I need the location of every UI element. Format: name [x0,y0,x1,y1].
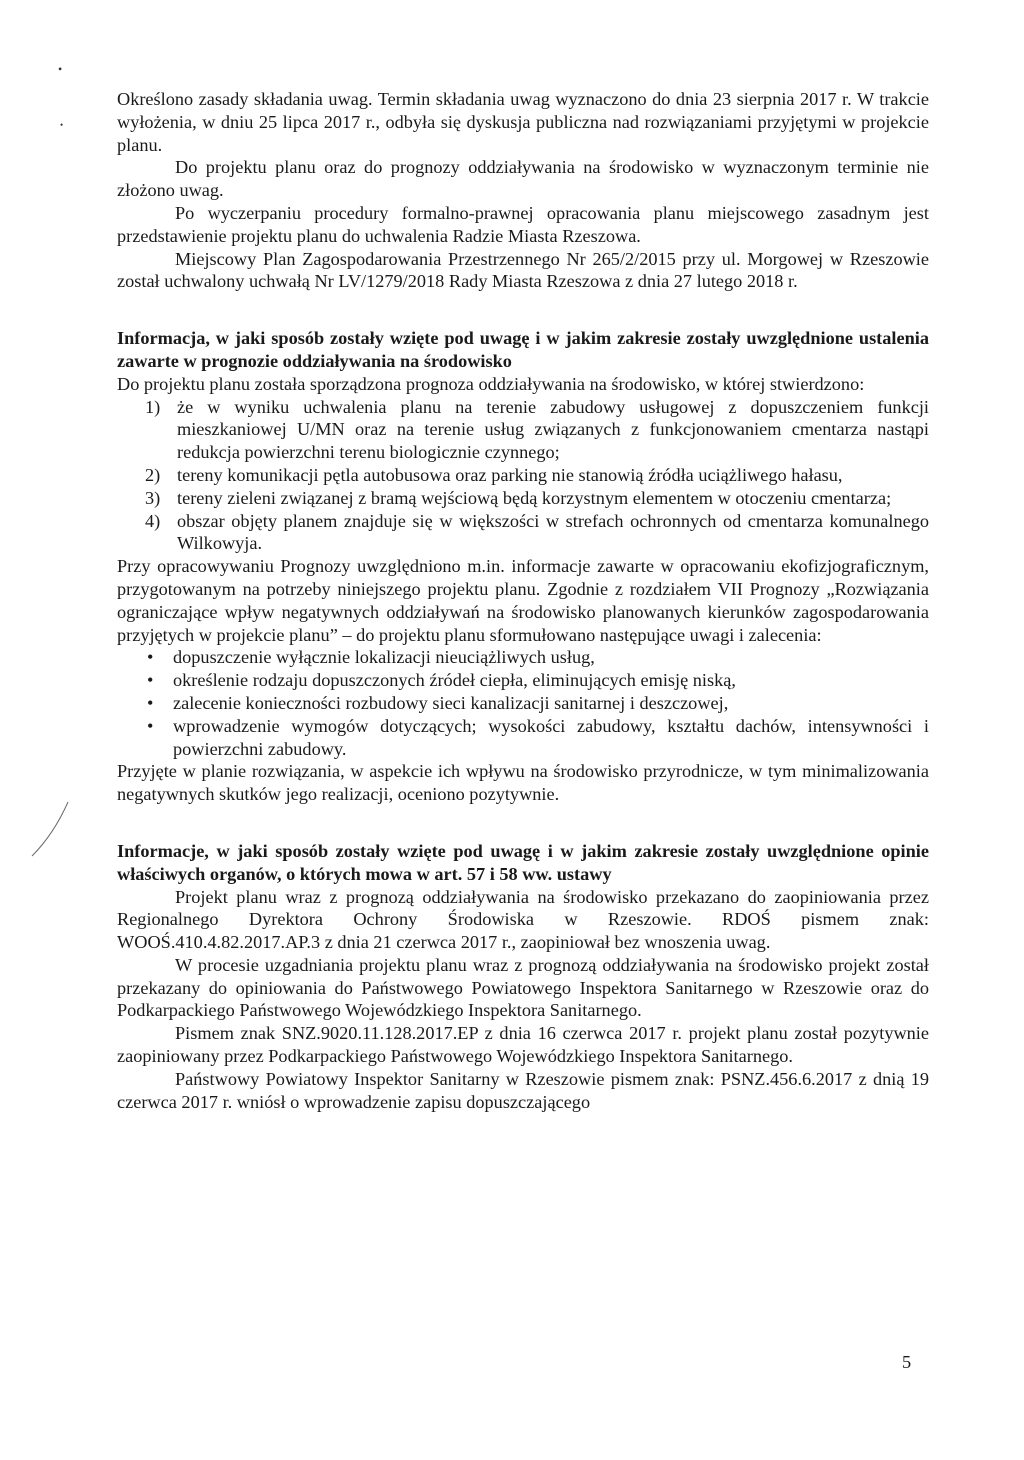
page-number: 5 [902,1352,912,1372]
paragraph-procedure: Po wyczerpaniu procedury formalno-prawnej opracowania planu miejscowego zasadnym jest przedstawienie projektu planu do uchwalenia Radzie Miasta Rzeszowa. [117,202,929,246]
margin-dot-mark: • [58,62,63,76]
paragraph-sanitary: W procesie uzgadniania projektu planu wraz z prognozą oddziaływania na środowisko projekt został przekazany do opiniowania do Państwowego Powiatowego Inspektora Sanitarnego w Rzeszowie oraz do Podkarpackiego Państwowego Wojewódzkiego Inspektora Sanitarnego. [117,954,929,1021]
list-item: • wprowadzenie wymogów dotyczących; wysokości zabudowy, kształtu dachów, intensywności i powierzchni zabudowy. [147,715,929,759]
paragraph-rdos: Projekt planu wraz z prognozą oddziaływania na środowisko przekazano do zaopiniowania przez Regionalnego Dyrektora Ochrony Środowiska w Rzeszowie. RDOŚ pismem znak: WOOŚ.410.4.82.2017.AP.3 z dnia 21 czerwca 2017 r., zaopiniował bez wnoszenia uwag. [117,886,929,953]
section-heading-opinions: Informacje, w jaki sposób zostały wzięte pod uwagę i w jakim zakresie zostały uwzględnione opinie właściwych organów, o których mowa w art. 57 i 58 ww. ustawy [117,840,929,884]
paragraph-prognosis-details: Przy opracowywaniu Prognozy uwzględniono m.in. informacje zawarte w opracowaniu ekofizjograficznym, przygotowanym na potrzeby niniejszego projektu planu. Zgodnie z rozdziałem VII Prognozy „Rozwiązania ograniczające wpływ negatywnych oddziaływań na środowisko planowanych kierunków zagospodarowania przyjętych w projekcie planu” – do projektu planu sformułowano następujące uwagi i zalecenia: [117,556,929,645]
pen-stroke-mark [28,800,72,860]
paragraph-assessment: Przyjęte w planie rozwiązania, w aspekcie ich wpływu na środowisko przyrodnicze, w tym minimalizowania negatywnych skutków jego realizacji, oceniono pozytywnie. [117,761,929,805]
section-heading-prognosis: Informacja, w jaki sposób zostały wzięte pod uwagę i w jakim zakresie zostały uwzględnione ustalenia zawarte w prognozie oddziaływania na środowisko [117,328,929,371]
paragraph-snz: Pismem znak SNZ.9020.11.128.2017.EP z dnia 16 czerwca 2017 r. projekt planu został pozytywnie zaopiniowany przez Podkarpackiego Państwowego Wojewódzkiego Inspektora Sanitarnego. [117,1023,929,1067]
list-item: 1) że w wyniku uchwalenia planu na terenie zabudowy usługowej z dopuszczeniem funkcji mieszkaniowej U/MN oraz na terenie usług związanych z funkcjonowaniem cmentarza nastąpi redukcja powierzchni terenu biologicznie czynnego; [145,396,929,463]
list-item: 3) tereny zieleni związanej z bramą wejściową będą korzystnym elementem w otoczeniu cmentarza; [145,487,892,508]
list-item: 4) obszar objęty planem znajduje się w większości w strefach ochronnych od cmentarza komunalnego Wilkowyja. [145,510,929,554]
findings-list [117,396,929,556]
recommendations-list [117,646,929,760]
margin-dot-mark: • [60,120,64,130]
list-item: 2) tereny komunikacji pętla autobusowa oraz parking nie stanowią źródła uciążliwego hałasu, [145,464,843,485]
paragraph-consultation: Określono zasady składania uwag. Termin składania uwag wyznaczono do dnia 23 sierpnia 2017 r. W trakcie wyłożenia, w dniu 25 lipca 2017 r., odbyła się dyskusja publiczna nad rozwiązaniami przyjętymi w projekcie planu. [117,89,929,155]
list-item: • określenie rodzaju dopuszczonych źródeł ciepła, eliminujących emisję niską, [147,670,736,691]
list-item: • zalecenie konieczności rozbudowy sieci kanalizacji sanitarnej i deszczowej, [147,692,729,713]
document-page [117,88,929,1113]
list-item: • dopuszczenie wyłącznie lokalizacji nieuciążliwych usług, [147,647,595,668]
section-intro: Do projektu planu została sporządzona prognoza oddziaływania na środowisko, w której stwierdzono: [117,373,865,394]
paragraph-resolution: Miejscowy Plan Zagospodarowania Przestrzennego Nr 265/2/2015 przy ul. Morgowej w Rzeszowie został uchwalony uchwałą Nr LV/1279/2018 Rady Miasta Rzeszowa z dnia 27 lutego 2018 r. [117,248,929,292]
paragraph-psnz: Państwowy Powiatowy Inspektor Sanitarny w Rzeszowie pismem znak: PSNZ.456.6.2017 z dnią 19 czerwca 2017 r. wniósł o wprowadzenie zapisu dopuszczającego [117,1068,929,1112]
paragraph-no-remarks: Do projektu planu oraz do prognozy oddziaływania na środowisko w wyznaczonym terminie nie złożono uwag. [117,157,929,201]
